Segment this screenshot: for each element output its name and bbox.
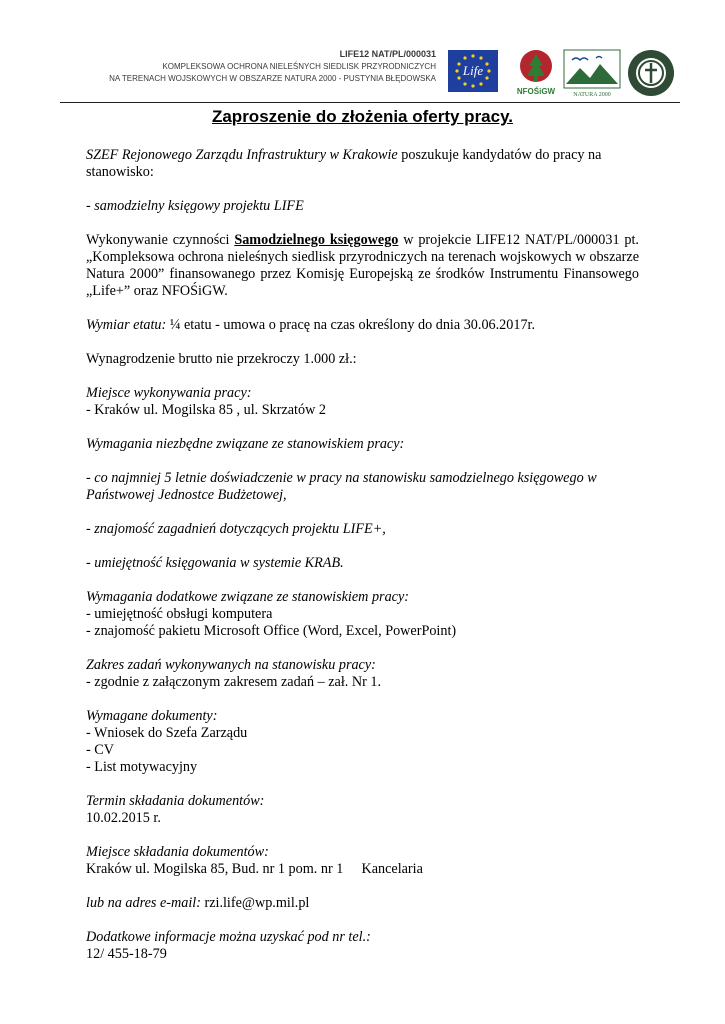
phone-label: Dodatkowe informacje można uzyskać pod nr tel.: (86, 929, 371, 945)
intro-text: poszukuje kandydatów do pracy na stanowisko: (86, 147, 602, 180)
project-title-line1: KOMPLEKSOWA OCHRONA NIELEŚNYCH SIEDLISK PRZYRODNICZYCH (162, 62, 436, 71)
scope-value: - zgodnie z załączonym zakresem zadań – zał. Nr 1. (86, 674, 382, 690)
nfosigw-logo (515, 48, 557, 98)
eu-life-logo (448, 50, 498, 92)
deadline-value: 10.02.2015 r. (86, 810, 161, 826)
email-label: lub na adres e-mail: (86, 895, 201, 911)
duties-post: w projekcie LIFE12 NAT/PL/000031 pt.„Kompleksowa ochrona nieleśnych siedlisk przyrodniczych na terenach wojskowych w obszarze Natura 2000” finansowanego przez Komisję Europejską ze środków Instrumentu Finansowego „Life+” oraz NFOŚiGW. (86, 232, 639, 299)
intro-paragraph (86, 147, 639, 181)
requirements-label: Wymagania niezbędne związane ze stanowiskiem pracy: (86, 436, 405, 452)
document-item: - Wniosek do Szefa Zarządu (86, 725, 248, 741)
document-item: - CV (86, 742, 114, 758)
life-logo-text: Life (462, 63, 484, 78)
phone-value: 12/ 455-18-79 (86, 946, 167, 962)
place-label: Miejsce wykonywania pracy: (86, 385, 252, 401)
position-name: - samodzielny księgowy projektu LIFE (86, 198, 304, 214)
email-paragraph (86, 895, 639, 912)
project-code: LIFE12 NAT/PL/000031 (339, 49, 436, 59)
document-body (86, 147, 639, 963)
salary-text: Wynagrodzenie brutto nie przekroczy 1.000 zł.: (86, 351, 357, 367)
page-header (60, 44, 680, 106)
header-divider (60, 102, 680, 103)
duties-pre: Wykonywanie czynności (86, 232, 235, 248)
deadline-label: Termin składania dokumentów: (86, 793, 265, 809)
project-title-line2: NA TERENACH WOJSKOWYCH W OBSZARZE NATURA 2000 - PUSTYNIA BŁĘDOWSKA (109, 74, 436, 83)
documents-label: Wymagane dokumenty: (86, 708, 218, 724)
page-title: Zaproszenie do złożenia oferty pracy. (211, 107, 514, 126)
natura-2000-logo (562, 48, 622, 98)
hours-paragraph (86, 317, 639, 334)
email-address[interactable]: rzi.life@wp.mil.pl (200, 895, 310, 911)
submit-place-value: Kraków ul. Mogilska 85, Bud. nr 1 pom. nr 1 Kancelaria (86, 861, 409, 877)
scope-label: Zakres zadań wykonywanych na stanowisku pracy: (86, 657, 376, 673)
hours-value: ¼ etatu - umowa o pracę na czas określony do dnia 30.06.2017r. (166, 317, 536, 333)
document-item: - List motywacyjny (86, 759, 198, 775)
additional-label: Wymagania dodatkowe związane ze stanowiskiem pracy: (86, 589, 409, 605)
duties-role: Samodzielnego księgowego (234, 232, 399, 248)
natura-logo-text: NATURA 2000 (573, 92, 611, 98)
requirement-item: - co najmniej 5 letnie doświadczenie w pracy na stanowisku samodzielnego księgowego w Państwowej Jednostce Budżetowej, (86, 470, 597, 503)
requirement-item: - znajomość zagadnień dotyczących projektu LIFE+, (86, 521, 386, 537)
place-value: - Kraków ul. Mogilska 85 , ul. Skrzatów 2 (86, 402, 326, 418)
header-text (109, 48, 436, 85)
additional-item: - znajomość pakietu Microsoft Office (Word, Excel, PowerPoint) (86, 623, 457, 639)
nfos-logo-text: NFOŚiGW (516, 87, 556, 96)
hours-label: Wymiar etatu: (86, 317, 167, 333)
military-emblem-logo (626, 48, 676, 98)
submit-place-label: Miejsce składania dokumentów: (86, 844, 269, 860)
requirement-item: - umiejętność księgowania w systemie KRAB. (86, 555, 344, 571)
employer-name: SZEF Rejonowego Zarządu Infrastruktury w Krakowie (86, 147, 398, 163)
additional-item: - umiejętność obsługi komputera (86, 606, 273, 622)
duties-paragraph (86, 232, 639, 300)
